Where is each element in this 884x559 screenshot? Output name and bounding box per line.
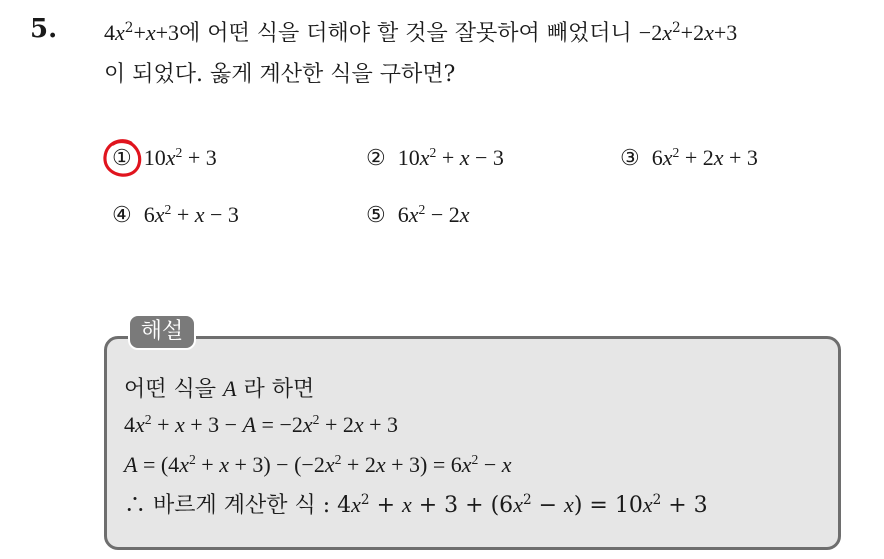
- solution-line-4: [124, 488, 708, 519]
- math-var: x: [302, 412, 313, 437]
- math-exp: 2: [164, 201, 172, 217]
- choice-2[interactable]: [366, 145, 504, 171]
- choice-number: ②: [366, 145, 386, 170]
- math-exp: 2: [360, 491, 370, 508]
- solution-text: +: [195, 452, 220, 477]
- choice-coef: 10: [397, 145, 420, 170]
- math-var: x: [564, 492, 574, 517]
- choice-number: ①: [112, 145, 132, 170]
- choice-coef: 6: [397, 202, 409, 227]
- choice-4[interactable]: [112, 202, 239, 228]
- solution-text: = (4: [137, 452, 180, 477]
- math-exp: 2: [188, 451, 196, 467]
- solution-text: +: [369, 493, 402, 518]
- question-number: 5.: [30, 14, 58, 44]
- math-exp: 2: [124, 19, 134, 36]
- solution-text: ∴ 바르게 계산한 식 : 4: [124, 493, 352, 518]
- choice-5[interactable]: [366, 202, 470, 228]
- math-exp: 2: [672, 144, 680, 160]
- math-exp: 2: [175, 144, 183, 160]
- solution-text: + 3: [661, 493, 708, 518]
- solution-text: +: [151, 412, 175, 437]
- solution-text: + 3) − (−2: [228, 452, 325, 477]
- solution-text: + 3 −: [184, 412, 243, 437]
- solution-text: + 3 + (6: [411, 493, 514, 518]
- choice-coef: 6: [143, 202, 155, 227]
- choice-number: ④: [112, 202, 132, 227]
- solution-text: + 3: [363, 412, 399, 437]
- solution-text: −: [531, 493, 565, 518]
- math-exp: 2: [312, 411, 320, 427]
- math-var: x: [194, 202, 205, 227]
- math-var: x: [459, 145, 470, 170]
- math-var: x: [662, 20, 672, 45]
- math-var: x: [459, 202, 470, 227]
- solution-text: + 2: [341, 452, 376, 477]
- math-exp: 2: [671, 19, 681, 36]
- math-var: x: [662, 145, 673, 170]
- question-text-line1: [104, 16, 737, 47]
- math-var: x: [154, 202, 165, 227]
- math-var: x: [419, 145, 430, 170]
- solution-line-1: [124, 372, 314, 403]
- math-exp: 2: [652, 491, 662, 508]
- math-term: +3: [155, 20, 180, 45]
- choice-3[interactable]: [620, 145, 758, 171]
- math-var: x: [402, 492, 412, 517]
- solution-text: 어떤 식을: [124, 377, 223, 402]
- solution-text: 라 하면: [236, 377, 315, 402]
- math-var: x: [351, 492, 361, 517]
- math-var: x: [324, 452, 335, 477]
- solution-text: 4: [124, 412, 135, 437]
- choice-rest: +: [171, 202, 195, 227]
- choice-number: ③: [620, 145, 640, 170]
- math-exp: 2: [429, 144, 437, 160]
- math-exp: 2: [334, 451, 342, 467]
- math-term: +3: [713, 20, 738, 45]
- math-var: x: [408, 202, 419, 227]
- math-exp: 2: [471, 451, 479, 467]
- math-var: x: [219, 452, 229, 477]
- solution-text: −: [478, 452, 502, 477]
- math-var: x: [642, 492, 653, 517]
- question-text-line2: 이 되었다. 옳게 계산한 식을 구하면?: [104, 62, 456, 87]
- choice-coef: 10: [143, 145, 166, 170]
- choice-rest: − 3: [204, 202, 239, 227]
- math-var: x: [375, 452, 386, 477]
- solution-line-3: [124, 452, 512, 478]
- math-var: A: [223, 376, 237, 401]
- math-var: x: [513, 492, 523, 517]
- choice-coef: 6: [651, 145, 663, 170]
- math-term: 4: [104, 20, 115, 45]
- math-var: A: [124, 452, 138, 477]
- math-var: x: [713, 145, 724, 170]
- math-var: x: [461, 452, 472, 477]
- solution-text: = −2: [256, 412, 303, 437]
- math-var: x: [145, 20, 156, 45]
- math-var: x: [179, 452, 189, 477]
- math-term: +: [133, 20, 146, 45]
- solution-line-2: [124, 412, 398, 438]
- math-var: x: [165, 145, 176, 170]
- choice-rest: + 3: [723, 145, 758, 170]
- math-var: x: [353, 412, 364, 437]
- math-term: +2: [680, 20, 705, 45]
- choice-rest: + 2: [679, 145, 714, 170]
- choice-rest: +: [436, 145, 460, 170]
- solution-text: + 3) = 6: [385, 452, 462, 477]
- math-exp: 2: [418, 201, 426, 217]
- math-var: x: [115, 20, 125, 45]
- solution-text: ) = 10: [573, 493, 643, 518]
- math-var: x: [704, 20, 714, 45]
- math-exp: 2: [144, 411, 152, 427]
- math-var: x: [501, 452, 512, 477]
- choice-number: ⑤: [366, 202, 386, 227]
- math-exp: 2: [522, 491, 532, 508]
- question-korean-text: 에 어떤 식을 더해야 할 것을 잘못하여 빼었더니: [179, 21, 639, 46]
- solution-text: + 2: [319, 412, 354, 437]
- math-term: −2: [638, 20, 663, 45]
- math-var: A: [242, 412, 257, 437]
- choice-1[interactable]: [112, 145, 217, 171]
- choice-rest: − 2: [425, 202, 460, 227]
- math-var: x: [175, 412, 185, 437]
- math-var: x: [135, 412, 145, 437]
- solution-tab-label: 해설: [128, 314, 196, 350]
- choice-rest: − 3: [469, 145, 504, 170]
- choice-rest: + 3: [182, 145, 217, 170]
